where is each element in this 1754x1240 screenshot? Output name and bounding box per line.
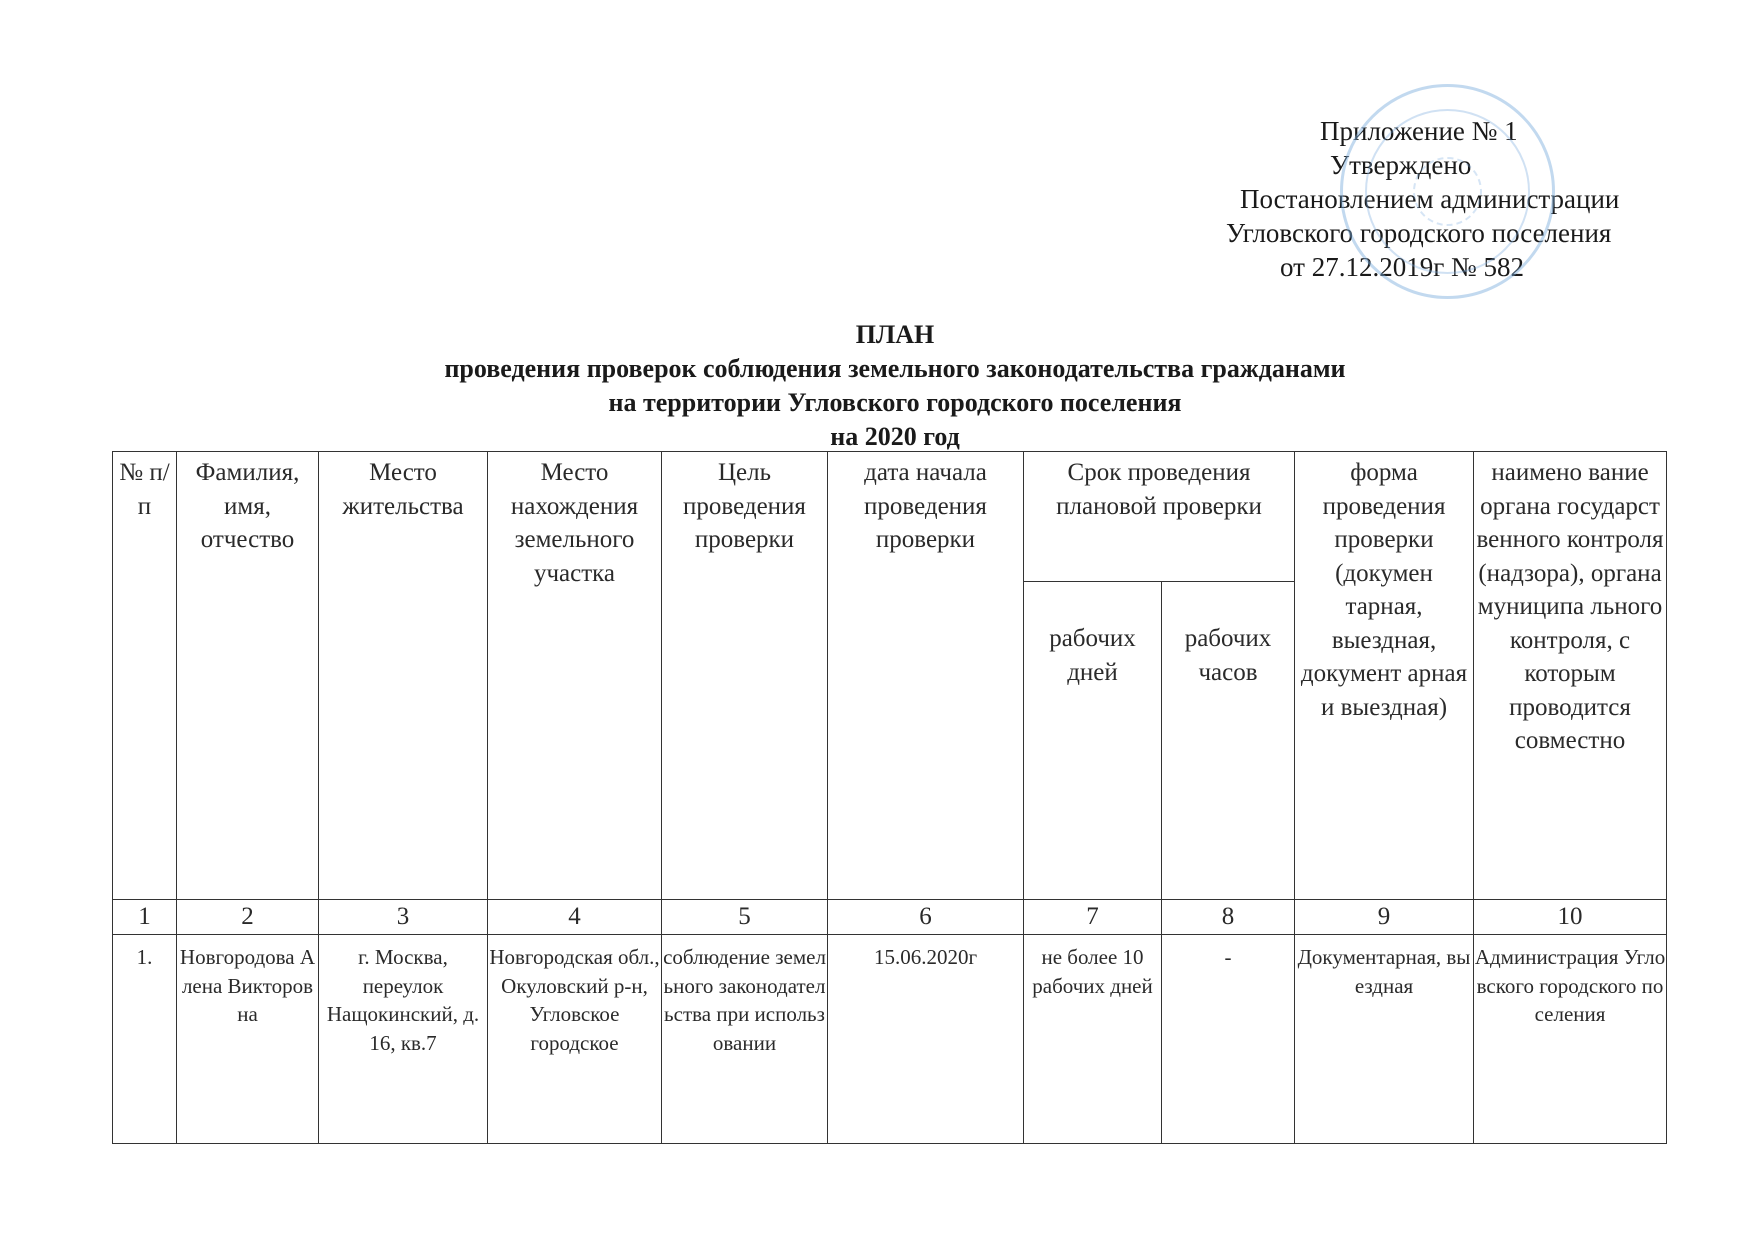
header-residence: Место жительства — [319, 452, 488, 900]
row-inspection-form: Документарная, выездная — [1295, 935, 1474, 1144]
row-start-date: 15.06.2020г — [828, 935, 1024, 1144]
column-number: 9 — [1295, 900, 1474, 935]
header-work-days: рабочих дней — [1024, 582, 1162, 900]
column-number: 6 — [828, 900, 1024, 935]
title-subject: проведения проверок соблюдения земельного законодательства гражданами — [444, 354, 1346, 383]
title-year: на 2020 год — [830, 422, 960, 451]
header-inspection-form: форма проведения проверки (докумен тарная, выездная, документ арная и выездная) — [1295, 452, 1474, 900]
inspection-plan-table — [112, 451, 1667, 1144]
row-full-name: Новгородова Алена Викторовна — [177, 935, 319, 1144]
row-residence: г. Москва, переулок Нащокинский, д. 16, кв.7 — [319, 935, 488, 1144]
column-number: 4 — [488, 900, 662, 935]
resolution-date: от 27.12.2019г № 582 — [1280, 252, 1525, 282]
column-number: 7 — [1024, 900, 1162, 935]
row-joint-authority: Администрация Угловского городского поселения — [1474, 935, 1667, 1144]
header-work-hours: рабочих часов — [1162, 582, 1295, 900]
appendix-number: Приложение № 1 — [1320, 116, 1518, 146]
header-purpose: Цель проведения проверки — [662, 452, 828, 900]
header-duration: Срок проведения плановой проверки — [1024, 452, 1295, 582]
column-number: 2 — [177, 900, 319, 935]
column-number: 10 — [1474, 900, 1667, 935]
column-number: 8 — [1162, 900, 1295, 935]
header-full-name: Фамилия, имя, отчество — [177, 452, 319, 900]
row-purpose: соблюдение земельного законодательства при использовании — [662, 935, 828, 1144]
column-number: 1 — [113, 900, 177, 935]
column-numbers-row — [113, 900, 1667, 935]
title-territory: на территории Угловского городского поселения — [608, 388, 1182, 417]
resolution-label: Постановлением администрации — [1240, 184, 1620, 214]
row-work-hours: - — [1162, 935, 1295, 1144]
row-number: 1. — [113, 935, 177, 1144]
approved-label: Утверждено — [1330, 150, 1472, 180]
column-number: 5 — [662, 900, 828, 935]
document-title — [270, 318, 1520, 454]
table-row — [113, 935, 1667, 1144]
row-land-location: Новгородская обл., Окуловский р-н, Угловское городское — [488, 935, 662, 1144]
title-plan: ПЛАН — [855, 320, 935, 349]
header-start-date: дата начала проведения проверки — [828, 452, 1024, 900]
header-land-location: Место нахождения земельного участка — [488, 452, 662, 900]
header-joint-authority: наимено вание органа государст венного контроля (надзора), органа муниципа льного контроля, с которым проводится совместно — [1474, 452, 1667, 900]
header-number: № п/п — [113, 452, 177, 900]
row-work-days: не более 10 рабочих дней — [1024, 935, 1162, 1144]
column-number: 3 — [319, 900, 488, 935]
settlement-label: Угловского городского поселения — [1226, 218, 1612, 248]
